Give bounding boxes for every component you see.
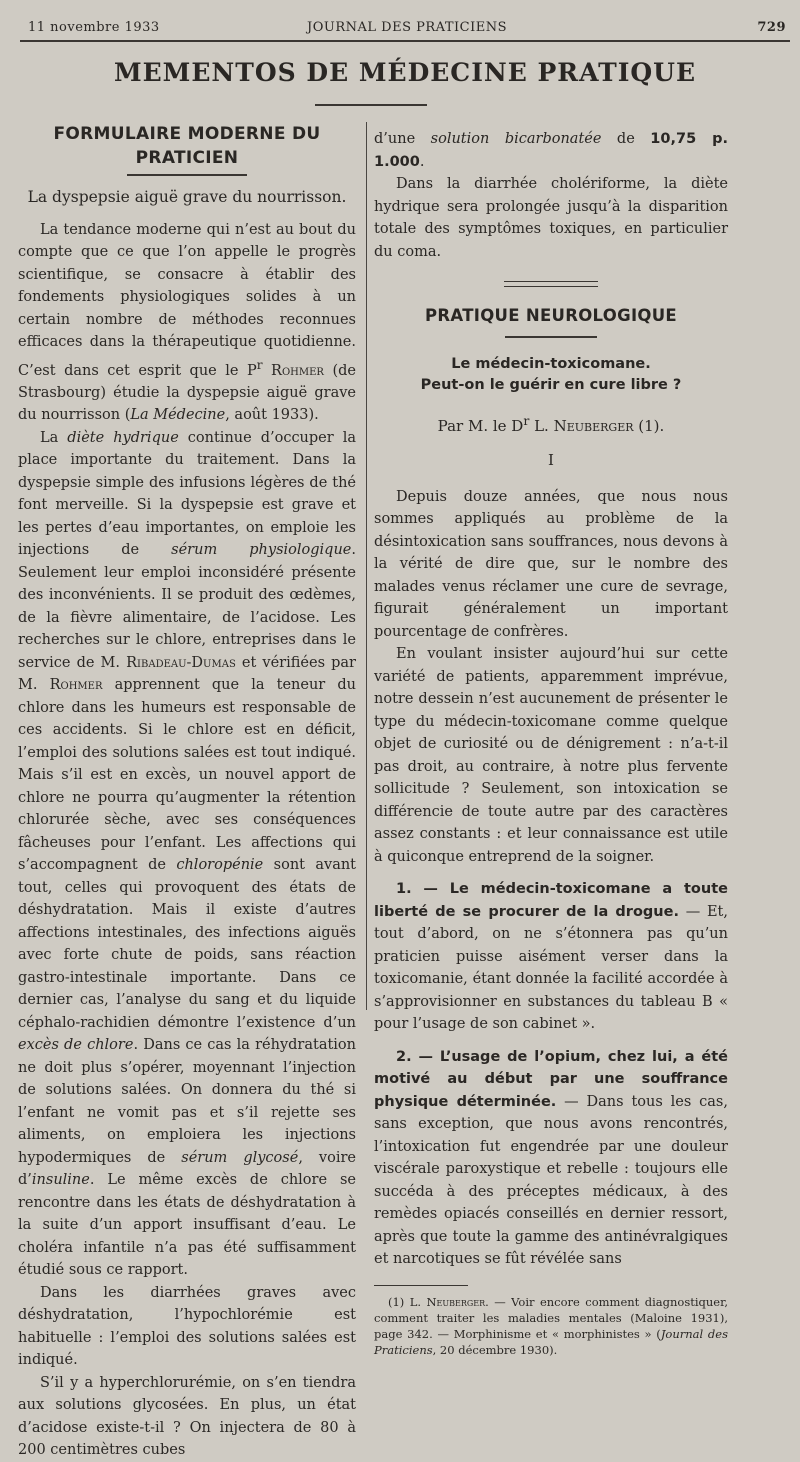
paragraph: Dans les diarrhées graves avec déshydratation, l’hypochlorémie est habituelle : l’emploi des solutions salées est indiqué. [18,1284,356,1369]
section-title-formulaire: FORMULAIRE MODERNE DU PRATICIEN [53,124,321,168]
right-column [374,128,728,1358]
article-title-dyspepsie: La dyspepsie aiguë grave du nourrisson. [27,188,347,206]
paragraph: En voulant insister aujourd’hui sur cette variété de patients, apparemment imprévue, notre dessein n’est aucunement de présenter le type du médecin-toxicomane comme quelque objet de curiosité ou de dénigrement : n’a-t-il pas droit, au contraire, à notre plus fervente sollicitude ? Seulement, son intoxication se différencie de toute autre par des caractères assez constants : et leur connaissance est utile à quiconque entreprend de la soigner. [374,646,728,865]
section-numeral: I [548,451,554,469]
numbered-item: 1. — Le médecin-toxicomane a toute liberté de se procurer de la drogue. — Et, tout d’abord, on ne s’étonnera pas qu’un praticien puisse aisément verser dans la toxicomanie, étant donnée la facilité accordée à s’approvisionner en substances du tableau B « pour l’usage de son cabinet ». [374,881,728,1032]
paragraph: Depuis douze années, que nous nous sommes appliqués au problème de la désintoxication sans souffrances, nous devons à la vérité de dire que, sur le nombre des malades venus réclamer une cure de sevrage, figurait généralement un important pourcentage de confrères. [374,488,728,640]
column-divider [366,122,367,1010]
paragraph: S’il y a hyperchlorurémie, on s’en tiendra aux solutions glycosées. En plus, un état d’acidose existe-t-il ? On injectera de 80 à 200 centimètres cubes [18,1374,356,1459]
paragraph-continued: d’une solution bicarbonatée de 10,75 p. 1.000. [374,131,728,170]
article-separator [504,281,598,287]
masthead-title: MEMENTOS DE MÉDECINE PRATIQUE [113,58,697,87]
article-author: Par M. le $D^r$ L. Neuberger (1). [437,412,665,435]
left-column [18,122,356,1462]
masthead-rule [315,104,427,106]
section-rule [505,336,597,338]
paragraph: La diète hydrique continue d’occuper la place importante du traitement. Dans la dyspepsie simple des infusions légères de thé font merveille. Si la dyspepsie est grave et les pertes d’eau importantes, on emploie les injections de sérum physiologique. Seulement leur emploi inconsidéré présente des inconvénients. Il se produit des œdèmes, de la fièvre alimentaire, de l’acidose. Les recherches sur le chlore, entreprises dans le service de M. Ribadeau-Dumas et vérifiées par M. Rohmer apprennent que la teneur du chlore dans les humeurs est responsable de ces accidents. Si le chlore est en déficit, l’emploi des solutions salées est tout indiqué. Mais s’il est en excès, un nouvel apport de chlore ne pourra qu’augmenter la rétention chlorurée sèche, avec ses conséquences fâcheuses pour l’enfant. Les affections qui s’accompagnent de chloropénie sont avant tout, celles qui provoquent des états de déshydratation. Mais il existe d’autres affections intestinales, des infections aiguës avec forte chute de poids, sans réaction gastro-intestinale importante. Dans ce dernier cas, l’analyse du sang et du liquide céphalo-rachidien démontre l’existence d’un excès de chlore. Dans ce cas la réhydratation ne doit plus s’opérer, moyennant l’injection de solutions salées. On donnera du thé si l’enfant ne vomit pas et s’il rejette ses aliments, on emploiera les injections hypodermiques de sérum glycosé, voire d’insuline. Le même excès de chlore se rencontre dans les états de déshydratation à la suite d’un apport insuffisant d’eau. Le choléra infantile n’a pas été suffisamment étudié sous ce rapport. [18,429,357,1279]
header-page-number: 729 [757,20,786,35]
footnote-rule [374,1285,468,1286]
header-journal-title: JOURNAL DES PRATICIENS [307,20,507,35]
numbered-item: 2. — L’usage de l’opium, chez lui, a été motivé au début par une souffrance physique déterminée. — Dans tous les cas, sans exception, que nous avons rencontrés, l’intoxication fut engendrée par une douleur viscérale paroxystique et rebelle : toujours elle succéda à des préceptes médicaux, à des remèdes opiacés conseillés en dernier ressort, après que toute la gamme des antinévralgiques et narcotiques se fût révélée sans [374,1048,728,1267]
header-rule [20,40,790,42]
section-title-neurologique: PRATIQUE NEUROLOGIQUE [425,306,677,325]
running-header [28,20,786,40]
section-rule [127,174,247,176]
footnote: (1) L. Neuberger. — Voir encore comment diagnostiquer, comment traiter les maladies mentales (Maloine 1931), page 342. — Morphinisme et « morphinistes » (Journal des Praticiens, 20 décembre 1930). [374,1294,728,1357]
paragraph: Dans la diarrhée cholériforme, la diète hydrique sera prolongée jusqu’à la disparition totale des symptômes toxiques, en particulier du coma. [374,176,728,260]
article-subtitle: Le médecin-toxicomane. Peut-on le guérir en cure libre ? [420,355,682,393]
paragraph: La tendance moderne qui n’est au bout du compte que ce que l’on appelle le progrès scientifique, se consacre à établir des fondements physiologiques solides à un certain nombre de méthodes reconnues efficaces dans la thérapeutique quotidienne. C’est dans cet esprit que le $P^r$ Rohmer (de Strasbourg) étudie la dyspepsie aiguë grave du nourrisson (La Médecine, août 1933). [18,221,356,424]
header-date: 11 novembre 1933 [28,20,160,35]
